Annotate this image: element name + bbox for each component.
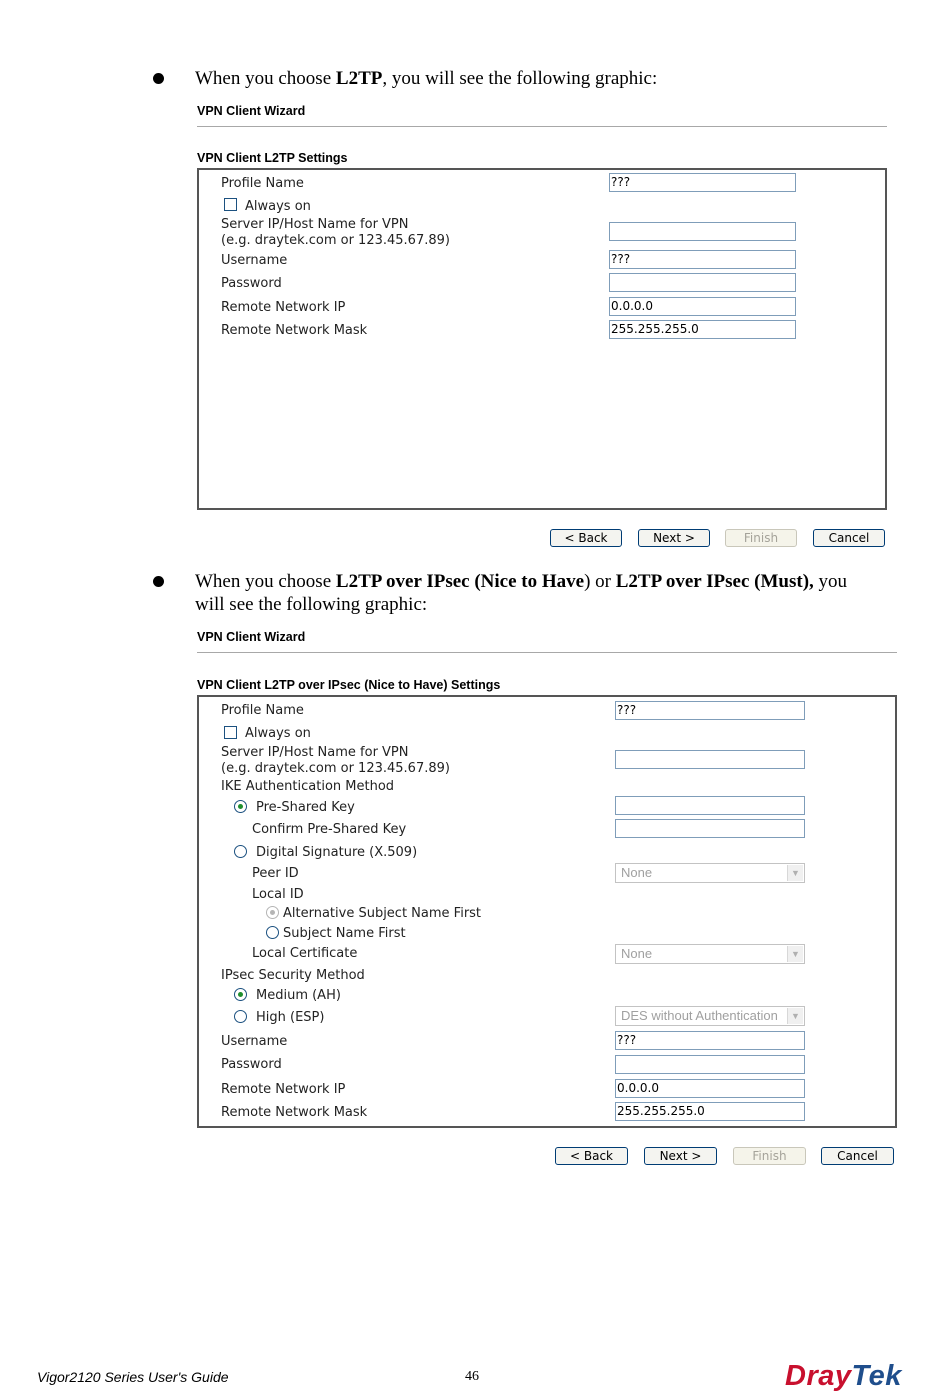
next-button[interactable]: Next > — [638, 529, 710, 547]
alt-subject-name-label: Alternative Subject Name First — [283, 906, 482, 921]
local-certificate-value: None — [621, 946, 653, 961]
guide-title: Vigor2120 Series User's Guide — [37, 1369, 229, 1385]
next-button[interactable]: Next > — [644, 1147, 717, 1165]
peer-id-select[interactable] — [615, 863, 805, 883]
remote-network-mask-input[interactable]: 255.255.255.0 — [615, 1102, 805, 1121]
password-input[interactable] — [615, 1055, 805, 1074]
page-number: 46 — [465, 1369, 479, 1384]
bullet-icon — [153, 73, 164, 84]
chevron-down-icon: ▼ — [787, 865, 803, 881]
remote-network-ip-input[interactable]: 0.0.0.0 — [609, 297, 796, 316]
wizard-title: VPN Client Wizard — [197, 630, 306, 644]
profile-name-input[interactable]: ??? — [609, 173, 796, 192]
bullet-icon — [153, 576, 164, 587]
profile-name-label: Profile Name — [221, 703, 304, 718]
medium-ah-label: Medium (AH) — [256, 988, 341, 1003]
high-esp-value: DES without Authentication — [621, 1008, 778, 1023]
ipsec-security-method-label: IPsec Security Method — [221, 968, 365, 983]
logo-part-2: Tek — [851, 1360, 902, 1392]
remote-network-ip-label: Remote Network IP — [221, 1082, 346, 1097]
username-input[interactable]: ??? — [609, 250, 796, 269]
profile-name-label: Profile Name — [221, 176, 304, 191]
remote-network-ip-label: Remote Network IP — [221, 300, 346, 315]
local-certificate-select[interactable] — [615, 944, 805, 964]
password-input[interactable] — [609, 273, 796, 292]
local-certificate-label: Local Certificate — [252, 946, 358, 961]
settings-title: VPN Client L2TP over IPsec (Nice to Have) Settings — [197, 678, 501, 692]
intro-text-end: you — [813, 571, 848, 592]
subject-name-radio[interactable] — [266, 926, 279, 939]
remote-network-ip-input[interactable]: 0.0.0.0 — [615, 1079, 805, 1098]
intro-text-mid: ) or — [584, 571, 616, 592]
username-label: Username — [221, 1034, 288, 1049]
finish-button[interactable]: Finish — [733, 1147, 806, 1165]
alt-subject-name-radio[interactable] — [266, 906, 279, 919]
server-host-label: Server IP/Host Name for VPN — [221, 217, 409, 232]
section1-intro — [195, 67, 657, 90]
server-host-input[interactable] — [615, 750, 805, 769]
pre-shared-key-label: Pre-Shared Key — [256, 800, 355, 815]
chevron-down-icon: ▼ — [787, 946, 803, 962]
server-host-label: Server IP/Host Name for VPN — [221, 745, 409, 760]
cancel-button[interactable]: Cancel — [813, 529, 885, 547]
high-esp-select[interactable] — [615, 1006, 805, 1026]
digital-signature-label: Digital Signature (X.509) — [256, 845, 418, 860]
draytek-logo — [785, 1360, 902, 1393]
section2-intro — [195, 570, 847, 593]
peer-id-label: Peer ID — [252, 866, 299, 881]
cancel-button[interactable]: Cancel — [821, 1147, 894, 1165]
divider — [197, 652, 897, 653]
username-label: Username — [221, 253, 288, 268]
always-on-checkbox[interactable] — [224, 198, 237, 211]
confirm-pre-shared-key-input[interactable] — [615, 819, 805, 838]
server-host-input[interactable] — [609, 222, 796, 241]
section2-intro-line2: will see the following graphic: — [195, 594, 428, 615]
intro-text-end: , you will see the following graphic: — [382, 68, 658, 89]
pre-shared-key-input[interactable] — [615, 796, 805, 815]
chevron-down-icon: ▼ — [787, 1008, 803, 1024]
always-on-label: Always on — [245, 726, 311, 741]
high-esp-label: High (ESP) — [256, 1010, 325, 1025]
remote-network-mask-label: Remote Network Mask — [221, 1105, 368, 1120]
finish-button[interactable]: Finish — [725, 529, 797, 547]
server-host-hint: (e.g. draytek.com or 123.45.67.89) — [221, 761, 450, 776]
confirm-pre-shared-key-label: Confirm Pre-Shared Key — [252, 822, 407, 837]
password-label: Password — [221, 1057, 282, 1072]
wizard-title: VPN Client Wizard — [197, 104, 306, 118]
intro-text: When you choose — [195, 571, 336, 592]
intro-bold-text: L2TP — [335, 68, 383, 89]
always-on-label: Always on — [245, 199, 311, 214]
intro-bold-text-2: L2TP over IPsec (Must), — [615, 571, 814, 592]
always-on-checkbox[interactable] — [224, 726, 237, 739]
pre-shared-key-radio[interactable] — [234, 800, 247, 813]
server-host-hint: (e.g. draytek.com or 123.45.67.89) — [221, 233, 450, 248]
profile-name-input[interactable]: ??? — [615, 701, 805, 720]
intro-text: When you choose — [195, 68, 336, 89]
password-label: Password — [221, 276, 282, 291]
username-input[interactable]: ??? — [615, 1031, 805, 1050]
remote-network-mask-label: Remote Network Mask — [221, 323, 368, 338]
subject-name-label: Subject Name First — [283, 926, 406, 941]
remote-network-mask-input[interactable]: 255.255.255.0 — [609, 320, 796, 339]
peer-id-value: None — [621, 865, 653, 880]
medium-ah-radio[interactable] — [234, 988, 247, 1001]
back-button[interactable]: < Back — [550, 529, 622, 547]
logo-part-1: Dray — [785, 1360, 852, 1392]
intro-bold-text: L2TP over IPsec (Nice to Have — [335, 571, 585, 592]
settings-title: VPN Client L2TP Settings — [197, 151, 348, 165]
digital-signature-radio[interactable] — [234, 845, 247, 858]
back-button[interactable]: < Back — [555, 1147, 628, 1165]
high-esp-radio[interactable] — [234, 1010, 247, 1023]
local-id-label: Local ID — [252, 887, 304, 902]
ike-auth-method-label: IKE Authentication Method — [221, 779, 395, 794]
divider — [197, 126, 887, 127]
